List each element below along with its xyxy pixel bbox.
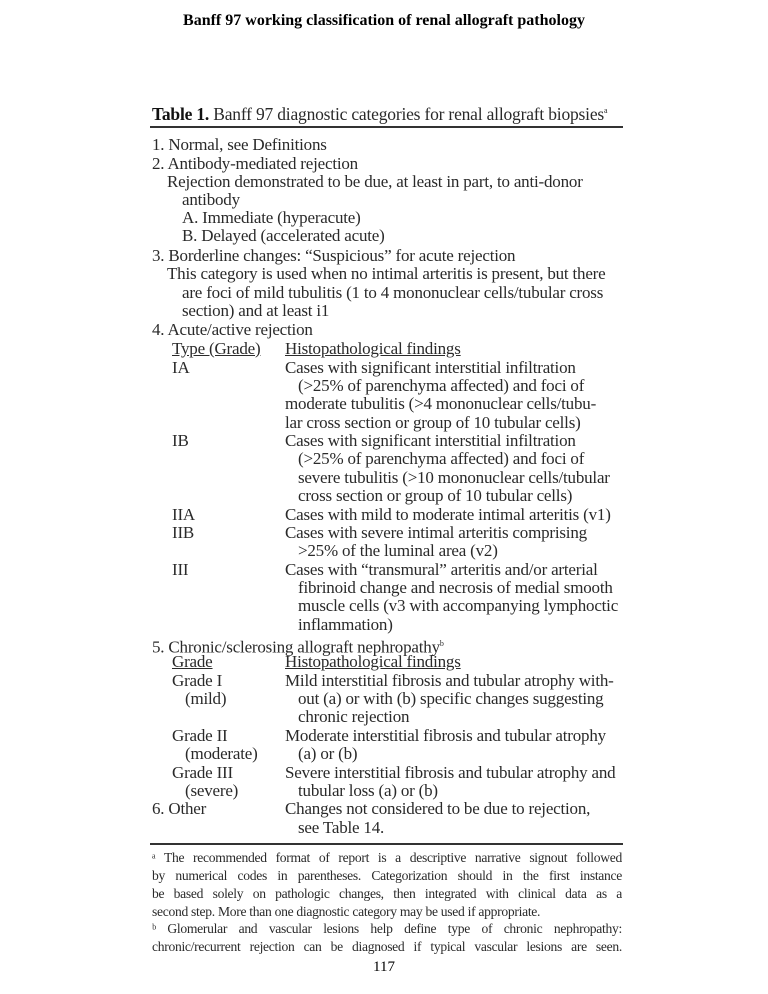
table-top-rule (150, 126, 623, 128)
section-2-desc: antibody (182, 190, 240, 209)
finding-line: fibrinoid change and necrosis of medial smooth (298, 578, 613, 597)
footnote-line: by numerical codes in parentheses. Categorization should in the first instance (152, 868, 622, 883)
section-4-heading: 4. Acute/active rejection (152, 320, 313, 339)
section-5-heading-note: b (439, 639, 444, 648)
section-3-heading: 3. Borderline changes: “Suspicious” for acute rejection (152, 246, 516, 265)
finding-line: severe tubulitis (>10 mononuclear cells/tubular (298, 468, 610, 487)
finding-line: (>25% of parenchyma affected) and foci of (298, 449, 585, 468)
finding-line: see Table 14. (298, 818, 385, 837)
grade-sub: (mild) (185, 689, 227, 708)
section-1: 1. Normal, see Definitions (152, 135, 327, 154)
finding-line: lar cross section or group of 10 tubular cells) (285, 413, 581, 432)
finding-line: (>25% of parenchyma affected) and foci of (298, 376, 585, 395)
grade-cell: III (172, 560, 189, 579)
finding-line: muscle cells (v3 with accompanying lymphoctic (298, 596, 619, 615)
section-2-heading: 2. Antibody-mediated rejection (152, 154, 358, 173)
section-2-item-a: A. Immediate (hyperacute) (182, 208, 361, 227)
section-5-col2-header: Histopathological findings (285, 652, 461, 671)
finding-line: Mild interstitial fibrosis and tubular atrophy with- (285, 671, 614, 690)
finding-line: tubular loss (a) or (b) (298, 781, 438, 800)
section-3-desc: This category is used when no intimal arteritis is present, but there (167, 264, 606, 283)
finding-line: (a) or (b) (298, 744, 358, 763)
grade-cell: IB (172, 431, 189, 450)
section-5-col1-header: Grade (172, 652, 213, 671)
table-caption (152, 101, 607, 124)
finding-line: inflammation) (298, 615, 393, 634)
footnote-line: be based solely on pathologic changes, then integrated with clinical data as a (152, 886, 622, 901)
section-4-col2-header: Histopathological findings (285, 339, 461, 358)
finding-line: cross section or group of 10 tubular cells) (298, 486, 573, 505)
section-3-desc: are foci of mild tubulitis (1 to 4 mononuclear cells/tubular cross (182, 283, 604, 302)
finding-line: Cases with significant interstitial infiltration (285, 431, 576, 450)
section-3-desc: section) and at least i1 (182, 301, 330, 320)
finding-line: Moderate interstitial fibrosis and tubular atrophy (285, 726, 606, 745)
finding-line: Cases with “transmural” arteritis and/or arterial (285, 560, 598, 579)
finding-line: moderate tubulitis (>4 mononuclear cells/tubu- (285, 394, 597, 413)
section-2-item-b: B. Delayed (accelerated acute) (182, 226, 385, 245)
table-title-note: a (604, 106, 608, 115)
page-number: 117 (373, 959, 395, 975)
finding-line: Cases with mild to moderate intimal arteritis (v1) (285, 505, 611, 524)
grade-cell: IA (172, 358, 190, 377)
section-5-heading-text: 5. Chronic/sclerosing allograft nephropathy (152, 637, 440, 657)
page-header-title: Banff 97 working classification of renal allograft pathology (183, 12, 585, 29)
table-bottom-rule (150, 843, 623, 845)
table-title: Banff 97 diagnostic categories for renal allograft biopsies (213, 103, 604, 124)
section-4-col1-header: Type (Grade) (172, 339, 261, 358)
section-6-heading: 6. Other (152, 799, 207, 818)
table-label: Table 1. (152, 103, 210, 124)
footnote-line: ᵇ Glomerular and vascular lesions help define type of chronic nephropathy: (152, 921, 622, 936)
grade-cell: IIB (172, 523, 195, 542)
finding-line: Cases with significant interstitial infiltration (285, 358, 576, 377)
footnote-line: second step. More than one diagnostic category may be used if appropriate. (152, 904, 541, 919)
grade-sub: (moderate) (185, 744, 258, 763)
footnote-line: chronic/recurrent rejection can be diagnosed if typical vascular lesions are seen. (152, 939, 622, 954)
grade-cell: Grade II (172, 726, 228, 745)
finding-line: out (a) or with (b) specific changes suggesting (298, 689, 604, 708)
footnote-line: ᵃ The recommended format of report is a descriptive narrative signout followed (152, 850, 622, 865)
finding-line: Severe interstitial fibrosis and tubular atrophy and (285, 763, 616, 782)
grade-cell: Grade III (172, 763, 233, 782)
finding-line: >25% of the luminal area (v2) (298, 541, 498, 560)
section-2-desc: Rejection demonstrated to be due, at least in part, to anti-donor (167, 172, 583, 191)
finding-line: Cases with severe intimal arteritis comprising (285, 523, 587, 542)
finding-line: Changes not considered to be due to rejection, (285, 799, 591, 818)
finding-line: chronic rejection (298, 707, 410, 726)
grade-cell: IIA (172, 505, 195, 524)
grade-cell: Grade I (172, 671, 223, 690)
grade-sub: (severe) (185, 781, 239, 800)
